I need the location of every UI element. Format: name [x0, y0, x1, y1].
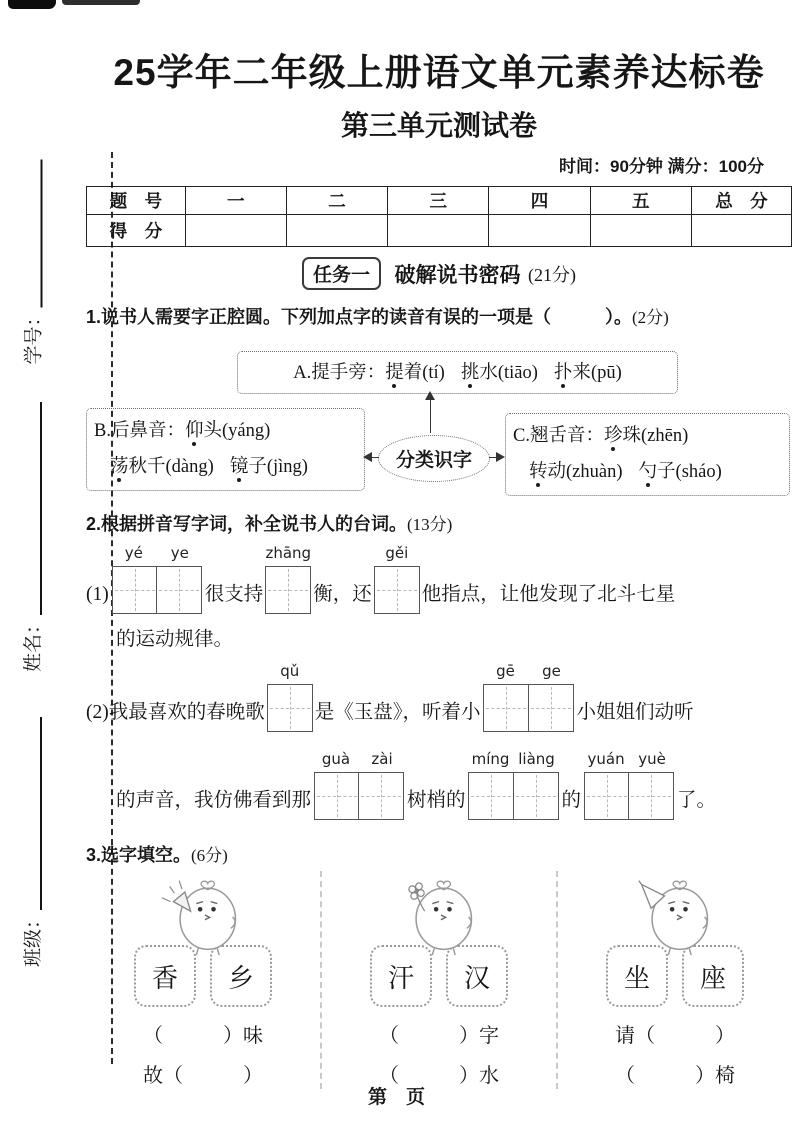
score-cell-1[interactable] [185, 215, 286, 247]
pinyin-row [267, 662, 313, 684]
fill-blank[interactable]: （ ）水 [379, 1065, 499, 1087]
diagram-option-c-box [505, 413, 790, 496]
sentence-text: 树梢的 [407, 790, 466, 811]
student-no-label: 学号： [23, 307, 45, 365]
bird-party-hat-illustration [620, 873, 730, 957]
writing-cell[interactable] [265, 566, 311, 614]
option-text: 着(tí) [403, 362, 445, 383]
emphasized-char: 提 [385, 362, 404, 383]
pinyin-label: liàng [518, 750, 555, 768]
student-name-blank[interactable] [39, 402, 42, 615]
pinyin-label: zhāng [265, 544, 312, 562]
pinyin-row [483, 662, 575, 684]
q3-groups-row [86, 871, 792, 1089]
fill-blank[interactable]: （ ）字 [379, 1025, 499, 1047]
writing-box-group [468, 750, 560, 820]
diagram-option-b-box [86, 408, 365, 491]
left-arrow-line [371, 457, 379, 458]
student-name-label: 姓名： [23, 614, 44, 672]
writing-cell[interactable] [112, 566, 158, 614]
scan-artifact [8, 0, 56, 9]
option-b-line1 [94, 413, 357, 449]
q1-points: (2分) [632, 308, 669, 327]
part-number: (2) [86, 702, 109, 723]
emphasized-char: 珍 [603, 426, 623, 446]
sentence-text: 我最喜欢的春晚歌 [108, 702, 265, 723]
writing-box-group [374, 544, 420, 614]
writing-cell[interactable] [483, 684, 529, 732]
writing-cell[interactable] [314, 772, 360, 820]
sentence-text: 很支持 [204, 584, 264, 605]
writing-box-group [267, 662, 313, 732]
option-text: 动(zhuàn) [547, 462, 623, 482]
writing-cell[interactable] [628, 772, 674, 820]
writing-cell[interactable] [584, 772, 630, 820]
writing-box-group [483, 662, 575, 732]
score-row-label: 得 分 [87, 215, 186, 247]
up-arrowhead-icon [425, 391, 435, 400]
score-header-1: 一 [185, 187, 286, 215]
emphasized-char: 勺 [638, 462, 658, 482]
score-cell-2[interactable] [286, 215, 387, 247]
task1-banner [86, 257, 792, 290]
right-arrowhead-icon [496, 452, 505, 462]
q2-part2-line2 [86, 750, 792, 820]
pinyin-label: yé [124, 544, 143, 562]
writing-cell[interactable] [468, 772, 514, 820]
q3-group-1 [86, 871, 320, 1089]
page-title: 25学年二年级上册语文单元素养达标卷 [113, 52, 765, 93]
char-card: 乡 [210, 945, 272, 1007]
writing-cell[interactable] [374, 566, 420, 614]
task1-badge: 任务一 [302, 257, 381, 290]
option-b-line2 [94, 449, 357, 485]
classify-center-ellipse: 分类识字 [378, 435, 490, 482]
student-name-field [20, 402, 46, 672]
emphasized-char: 仰 [184, 421, 204, 441]
score-header-total: 总 分 [691, 187, 791, 215]
left-arrowhead-icon [363, 452, 372, 462]
pinyin-row [111, 544, 203, 566]
writing-cell[interactable] [528, 684, 574, 732]
char-card: 座 [682, 945, 744, 1007]
q2-part1-continuation: 的运动规律。 [116, 629, 234, 650]
writing-box-group [313, 750, 405, 820]
q2-part1-line [86, 544, 792, 614]
pinyin-label: míng [471, 750, 510, 768]
pinyin-label: ge [542, 662, 561, 680]
student-no-blank[interactable] [40, 160, 43, 308]
q2-part2-line1 [86, 662, 792, 732]
option-text: 子(jìng) [248, 457, 308, 477]
writing-box-group [111, 544, 203, 614]
pinyin-row [374, 544, 420, 566]
q1-stem [86, 304, 792, 331]
part-number: (1) [86, 584, 109, 605]
fill-blank[interactable]: （ ）味 [143, 1025, 263, 1047]
up-arrow-line [430, 398, 431, 433]
score-header-3: 三 [388, 187, 489, 215]
sentence-text: 了。 [677, 790, 717, 811]
score-header-5: 五 [590, 187, 691, 215]
pinyin-row [313, 750, 405, 772]
sentence-text: 的 [561, 790, 582, 811]
pinyin-label: ye [170, 544, 189, 562]
char-card: 香 [134, 945, 196, 1007]
option-text: 头(yáng) [203, 421, 271, 441]
class-field [20, 717, 46, 967]
pinyin-label: zài [371, 750, 393, 768]
sentence-text: 是《玉盘》，听着小 [314, 702, 481, 723]
option-a-line [293, 355, 622, 391]
char-card: 汗 [370, 945, 432, 1007]
q3-group-2 [320, 871, 556, 1089]
writing-box-group [583, 750, 675, 820]
pinyin-row [265, 544, 311, 566]
task1-title: 破解说书密码 [394, 263, 521, 287]
emphasized-char: 镜 [229, 457, 249, 477]
pinyin-label: qǔ [280, 662, 300, 680]
pinyin-label: yuán [587, 750, 625, 768]
q2-stem-text: 2.根据拼音写字词，补全说书人的台词。 [86, 514, 408, 534]
bird-party-popper-illustration [148, 873, 258, 957]
option-text: 珠(zhēn) [622, 426, 689, 446]
writing-cell[interactable] [156, 566, 202, 614]
q3-group-3 [556, 871, 792, 1089]
sentence-text: 衡，还 [313, 584, 372, 605]
exam-time-score-meta: 时间：90分钟 满分：100分 [559, 157, 764, 176]
option-c-label: C.翘舌音： [513, 426, 604, 446]
sentence-text: 他指点，让他发现了北斗七星 [421, 584, 676, 605]
page-footer: 第 页 [367, 1087, 425, 1108]
q3-points: (6分) [191, 846, 228, 865]
pinyin-label: guà [321, 750, 351, 768]
task1-points: (21分) [527, 264, 576, 285]
score-cell-5[interactable] [590, 215, 691, 247]
char-card: 汉 [446, 945, 508, 1007]
score-header-2: 二 [286, 187, 387, 215]
writing-box-group [265, 544, 311, 614]
option-text: 来(pū) [572, 362, 622, 383]
emphasized-char: 荡 [110, 457, 129, 477]
class-blank[interactable] [39, 717, 42, 910]
q3-stem [86, 842, 792, 869]
page-subtitle: 第三单元测试卷 [340, 110, 537, 141]
sentence-text: 小姐姐们动听 [576, 702, 694, 723]
pinyin-label: gē [496, 662, 515, 680]
option-a-label: A.提手旁： [293, 362, 386, 383]
q1-classification-diagram [86, 351, 792, 501]
writing-cell[interactable] [267, 684, 313, 732]
writing-cell[interactable] [358, 772, 404, 820]
score-table [86, 186, 792, 247]
option-text: 子(sháo) [657, 462, 722, 482]
bird-flower-illustration [384, 873, 494, 957]
class-label: 班级： [23, 909, 44, 967]
writing-cell[interactable] [513, 772, 559, 820]
option-c-line2 [513, 454, 782, 490]
fill-blank[interactable]: 故（ ） [143, 1065, 263, 1087]
fill-blank[interactable]: 请（ ） [615, 1025, 735, 1047]
pinyin-label: gěi [385, 544, 409, 562]
pinyin-row [468, 750, 560, 772]
option-text: 水(tiāo) [479, 362, 538, 383]
score-header-label: 题 号 [87, 187, 186, 215]
q1-stem-text: 1.说书人需要字正腔圆。下列加点字的读音有误的一项是（ ）。 [86, 307, 633, 327]
pinyin-row [583, 750, 675, 772]
student-no-field [21, 160, 47, 365]
emphasized-char: 转 [529, 462, 548, 482]
fill-blank[interactable]: （ ）椅 [615, 1065, 735, 1087]
q2-points: (13分) [407, 515, 453, 534]
emphasized-char: 扑 [553, 362, 573, 383]
emphasized-char: 挑 [460, 362, 480, 383]
diagram-option-a-box [237, 351, 678, 394]
option-c-line1 [513, 418, 782, 454]
score-cell-3[interactable] [388, 215, 489, 247]
score-cell-total[interactable] [691, 215, 791, 247]
sentence-text: 的声音，我仿佛看到那 [116, 790, 312, 811]
q3-stem-text: 3.选字填空。 [86, 845, 192, 865]
option-b-label: B.后鼻音： [94, 421, 185, 441]
score-header-4: 四 [489, 187, 590, 215]
score-cell-4[interactable] [489, 215, 590, 247]
pinyin-label: yuè [638, 750, 666, 768]
char-card: 坐 [606, 945, 668, 1007]
q2-stem [86, 511, 792, 538]
option-text: 秋千(dàng) [128, 457, 214, 477]
